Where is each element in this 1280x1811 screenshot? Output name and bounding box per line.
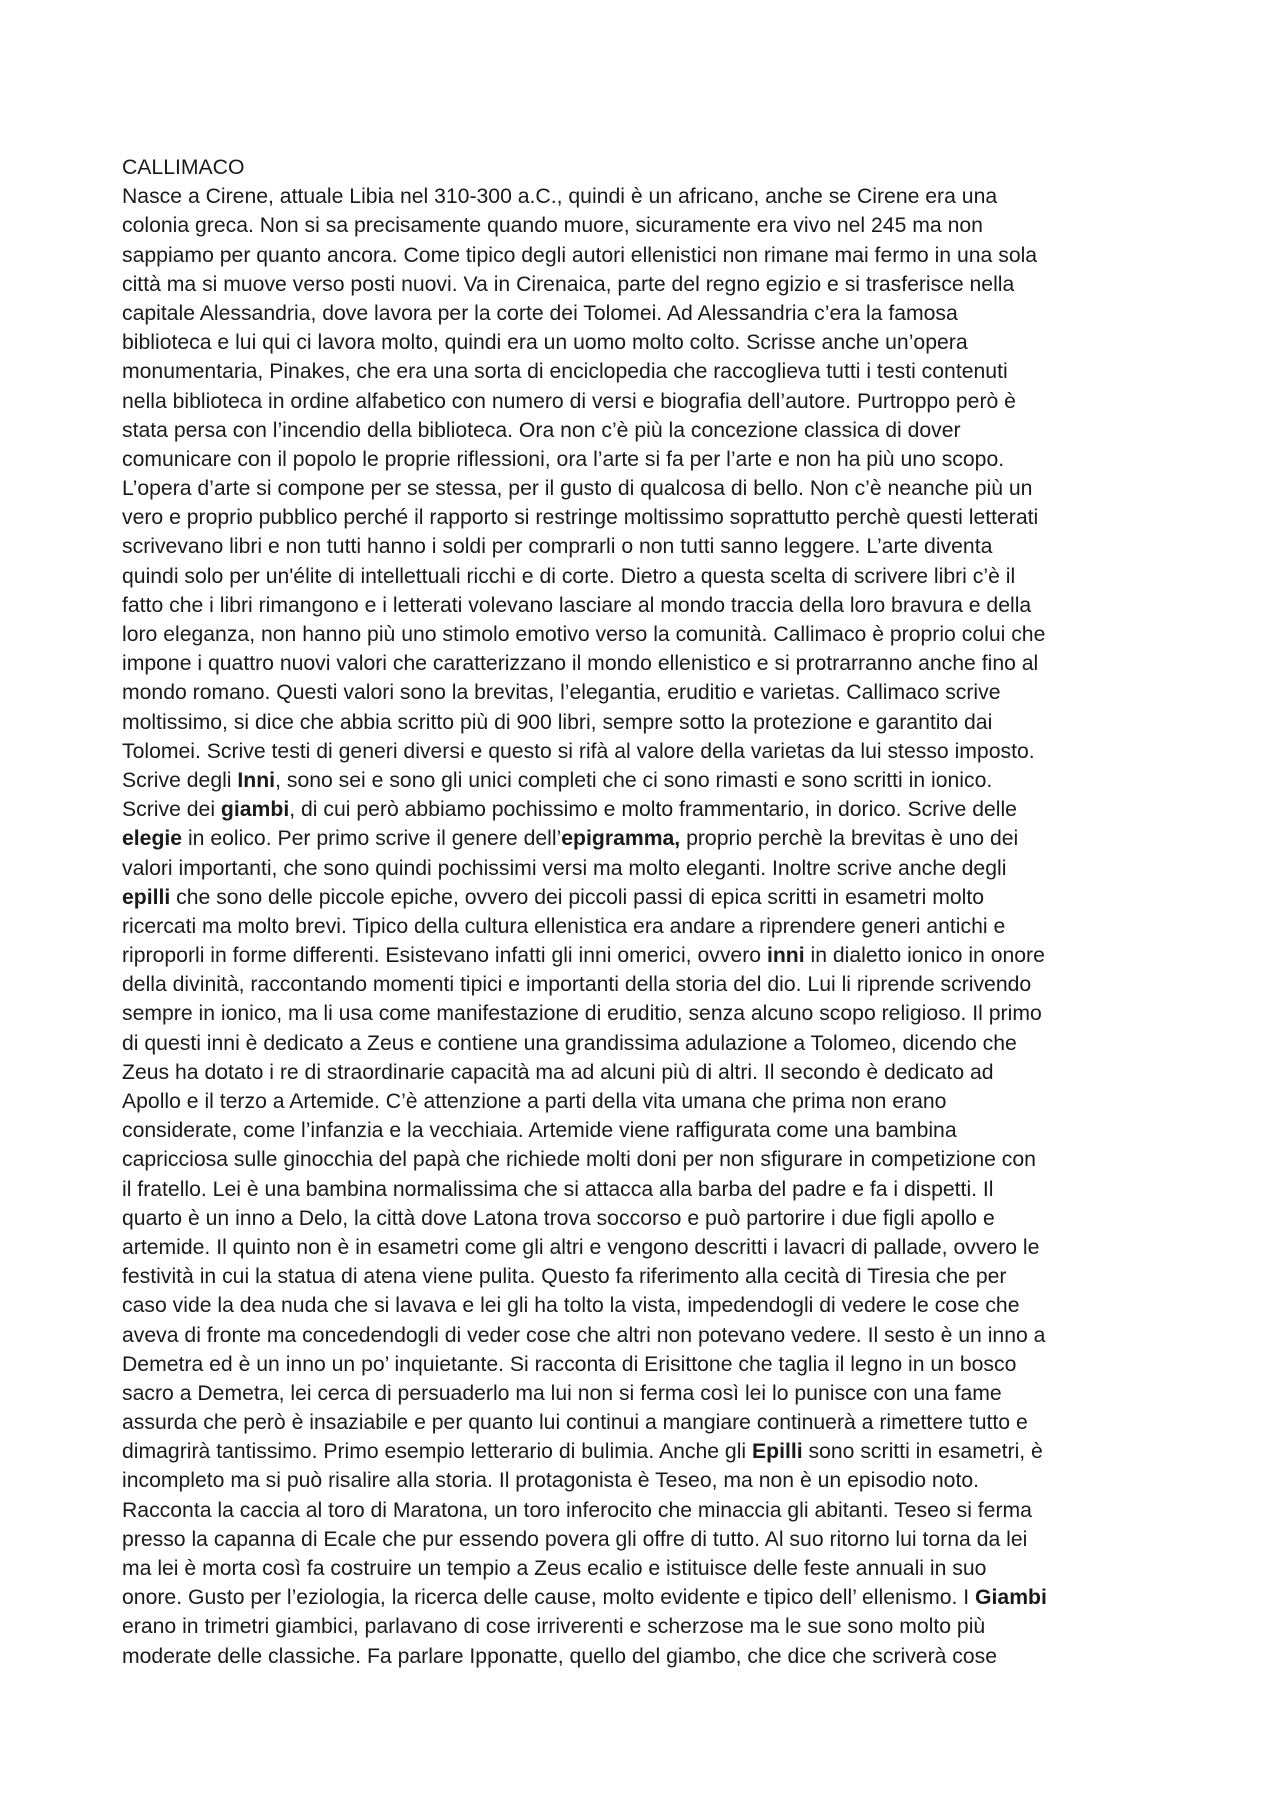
text-line: sacro a Demetra, lei cerca di persuaderlo ma lui non si ferma così lei lo punisce con una fame [122,1381,1002,1405]
text-line: nella biblioteca in ordine alfabetico con numero di versi e biografia dell’autore. Purtroppo però è [122,389,1016,413]
text-segment: , sono sei e sono gli unici completi che ci sono rimasti e sono scritti in ionico. [275,768,993,792]
text-line: moltissimo, si dice che abbia scritto più di 900 libri, sempre sotto la protezione e garantito dai [122,710,993,734]
text-line: della divinità, raccontando momenti tipici e importanti della storia del dio. Lui li riprende scrivendo [122,973,1032,997]
text-line: capitale Alessandria, dove lavora per la corte dei Tolomei. Ad Alessandria c’era la famosa [122,301,958,325]
text-line [122,795,1172,824]
text-line: moderate delle classiche. Fa parlare Ipponatte, quello del giambo, che dice che scriverà cose [122,1644,998,1668]
text-line: artemide. Il quinto non è in esametri come gli altri e vengono descritti i lavacri di pallade, ovvero le [122,1235,1040,1259]
text-line: assurda che però è insaziabile e per quanto lui continui a mangiare continuerà a rimettere tutto e [122,1411,1028,1435]
text-line [122,1583,1172,1612]
text-line: ma lei è morta così fa costruire un tempio a Zeus ecalio e istituisce delle feste annuali in suo [122,1557,987,1580]
text-line: L’opera d’arte si compone per se stessa, per il gusto di qualcosa di bello. Non c’è neanche più un [122,477,1033,501]
text-segment: sono scritti in esametri, è [802,1440,1043,1464]
text-line: festività in cui la statua di atena viene pulita. Questo fa riferimento alla cecità di Tiresia che per [122,1265,1007,1289]
document-title: CALLIMACO [122,156,245,179]
bold-term: Epilli [752,1440,803,1464]
text-line [122,941,1172,970]
text-line: Apollo e il terzo a Artemide. C’è attenzione a parti della vita umana che prima non erano [122,1090,947,1113]
text-segment: onore. Gusto per l’eziologia, la ricerca delle cause, molto evidente e tipico dell’ ellenismo. I [122,1586,976,1610]
text-line: il fratello. Lei è una bambina normalissima che si attacca alla barba del padre e fa i dispetti. Il [122,1177,994,1201]
text-line: erano in trimetri giambici, parlavano di cose irriverenti e scherzose ma le sue sono molto più [122,1615,986,1639]
text-line: stata persa con l’incendio della biblioteca. Ora non c’è più la concezione classica di dover [122,418,961,442]
text-line: sempre in ionico, ma li usa come manifestazione di eruditio, senza alcuno scopo religioso. Il primo [122,1002,1042,1026]
bold-term: epigramma, [561,827,681,851]
text-line: città ma si muove verso posti nuovi. Va in Cirenaica, parte del regno egizio e si trasferisce nella [122,272,1015,296]
bold-term: epilli [122,885,171,909]
text-line: ricercati ma molto brevi. Tipico della cultura ellenistica era andare a riprendere generi antichi e [122,914,1006,938]
bold-term: giambi [220,798,290,822]
text-line: biblioteca e lui qui ci lavora molto, quindi era un uomo molto colto. Scrisse anche un’opera [122,331,968,355]
text-segment: proprio perchè la brevitas è uno dei [680,827,1019,851]
text-line: impone i quattro nuovi valori che caratterizzano il mondo ellenistico e si protrarranno anche fino al [122,652,1039,676]
text-segment: in eolico. Per primo scrive il genere dell’ [182,827,562,851]
text-line: Demetra ed è un inno un po’ inquietante. Si racconta di Erisittone che taglia il legno in un bosco [122,1352,1017,1376]
text-line: incompleto ma si può risalire alla storia. Il protagonista è Teseo, ma non è un episodio noto. [122,1469,980,1493]
text-segment: riproporli in forme differenti. Esistevano infatti gli inni omerici, ovvero [122,944,767,968]
text-line: valori importanti, che sono quindi pochissimi versi ma molto eleganti. Inoltre scrive anche degli [122,856,1007,880]
text-line: fatto che i libri rimangono e i letterati volevano lasciare al mondo traccia della loro bravura e della [122,593,1032,617]
bold-term: inni [766,944,805,968]
text-line: mondo romano. Questi valori sono la brevitas, l’elegantia, eruditio e varietas. Callimaco scrive [122,681,1001,705]
text-segment: Scrive degli [122,768,238,792]
document-body [122,182,1172,1671]
text-line: monumentaria, Pinakes, che era una sorta di enciclopedia che raccoglieva tutti i testi contenuti [122,360,1008,384]
text-line: considerate, come l’infanzia e la vecchiaia. Artemide viene raffigurata come una bambina [122,1119,957,1143]
text-line: quarto è un inno a Delo, la città dove Latona trova soccorso e può partorire i due figli apollo e [122,1206,995,1230]
text-line [122,1437,1172,1466]
text-line: caso vide la dea nuda che si lavava e lei gli ha tolto la vista, impedendogli di vedere le cose che [122,1294,1020,1318]
text-line [122,824,1172,853]
document-page [122,153,1172,1671]
text-line: Nasce a Cirene, attuale Libia nel 310-300 a.C., quindi è un africano, anche se Cirene era una [122,185,998,209]
text-line: loro eleganza, non hanno più uno stimolo emotivo verso la comunità. Callimaco è proprio colui che [122,623,1046,646]
text-line: quindi solo per un'élite di intellettuali ricchi e di corte. Dietro a questa scelta di scrivere libri c’è il [122,564,1016,588]
text-line: vero e proprio pubblico perché il rapporto si restringe moltissimo soprattutto perchè questi letterati [122,506,1039,530]
text-line: capricciosa sulle ginocchia del papà che richiede molti doni per non sfigurare in competizione con [122,1148,1036,1172]
text-line [122,766,1172,795]
text-segment: in dialetto ionico in onore [804,944,1045,968]
text-segment: Scrive dei [122,798,221,822]
text-line: Racconta la caccia al toro di Maratona, un toro inferocito che minaccia gli abitanti. Teseo si ferma [122,1498,1032,1522]
bold-term: Giambi [975,1586,1047,1610]
bold-term: Inni [237,768,276,792]
text-line: Tolomei. Scrive testi di generi diversi e questo si rifà al valore della varietas da lui stesso imposto. [122,739,1035,763]
text-line: scrivevano libri e non tutti hanno i soldi per comprarli o non tutti sanno leggere. L’arte diventa [122,535,993,559]
text-line: colonia greca. Non si sa precisamente quando muore, sicuramente era vivo nel 245 ma non [122,214,983,238]
text-line [122,883,1172,912]
text-segment: , di cui però abbiamo pochissimo e molto frammentario, in dorico. Scrive delle [289,798,1017,822]
bold-term: elegie [122,827,183,851]
text-line: aveva di fronte ma concedendogli di veder cose che altri non potevano vedere. Il sesto è un inno a [122,1323,1046,1347]
text-line: di questi inni è dedicato a Zeus e contiene una grandissima adulazione a Tolomeo, dicendo che [122,1031,1017,1055]
text-line: Zeus ha dotato i re di straordinarie capacità ma ad alcuni più di altri. Il secondo è dedicato ad [122,1060,994,1084]
text-line: sappiamo per quanto ancora. Come tipico degli autori ellenistici non rimane mai fermo in una sola [122,243,1038,267]
text-segment: dimagrirà tantissimo. Primo esempio letterario di bulimia. Anche gli [122,1440,752,1464]
text-segment: che sono delle piccole epiche, ovvero dei piccoli passi di epica scritti in esametri molto [170,885,985,909]
text-line: presso la capanna di Ecale che pur essendo povera gli offre di tutto. Al suo ritorno lui torna da lei [122,1527,1028,1551]
text-line: comunicare con il popolo le proprie riflessioni, ora l’arte si fa per l’arte e non ha più uno scopo. [122,447,1005,471]
